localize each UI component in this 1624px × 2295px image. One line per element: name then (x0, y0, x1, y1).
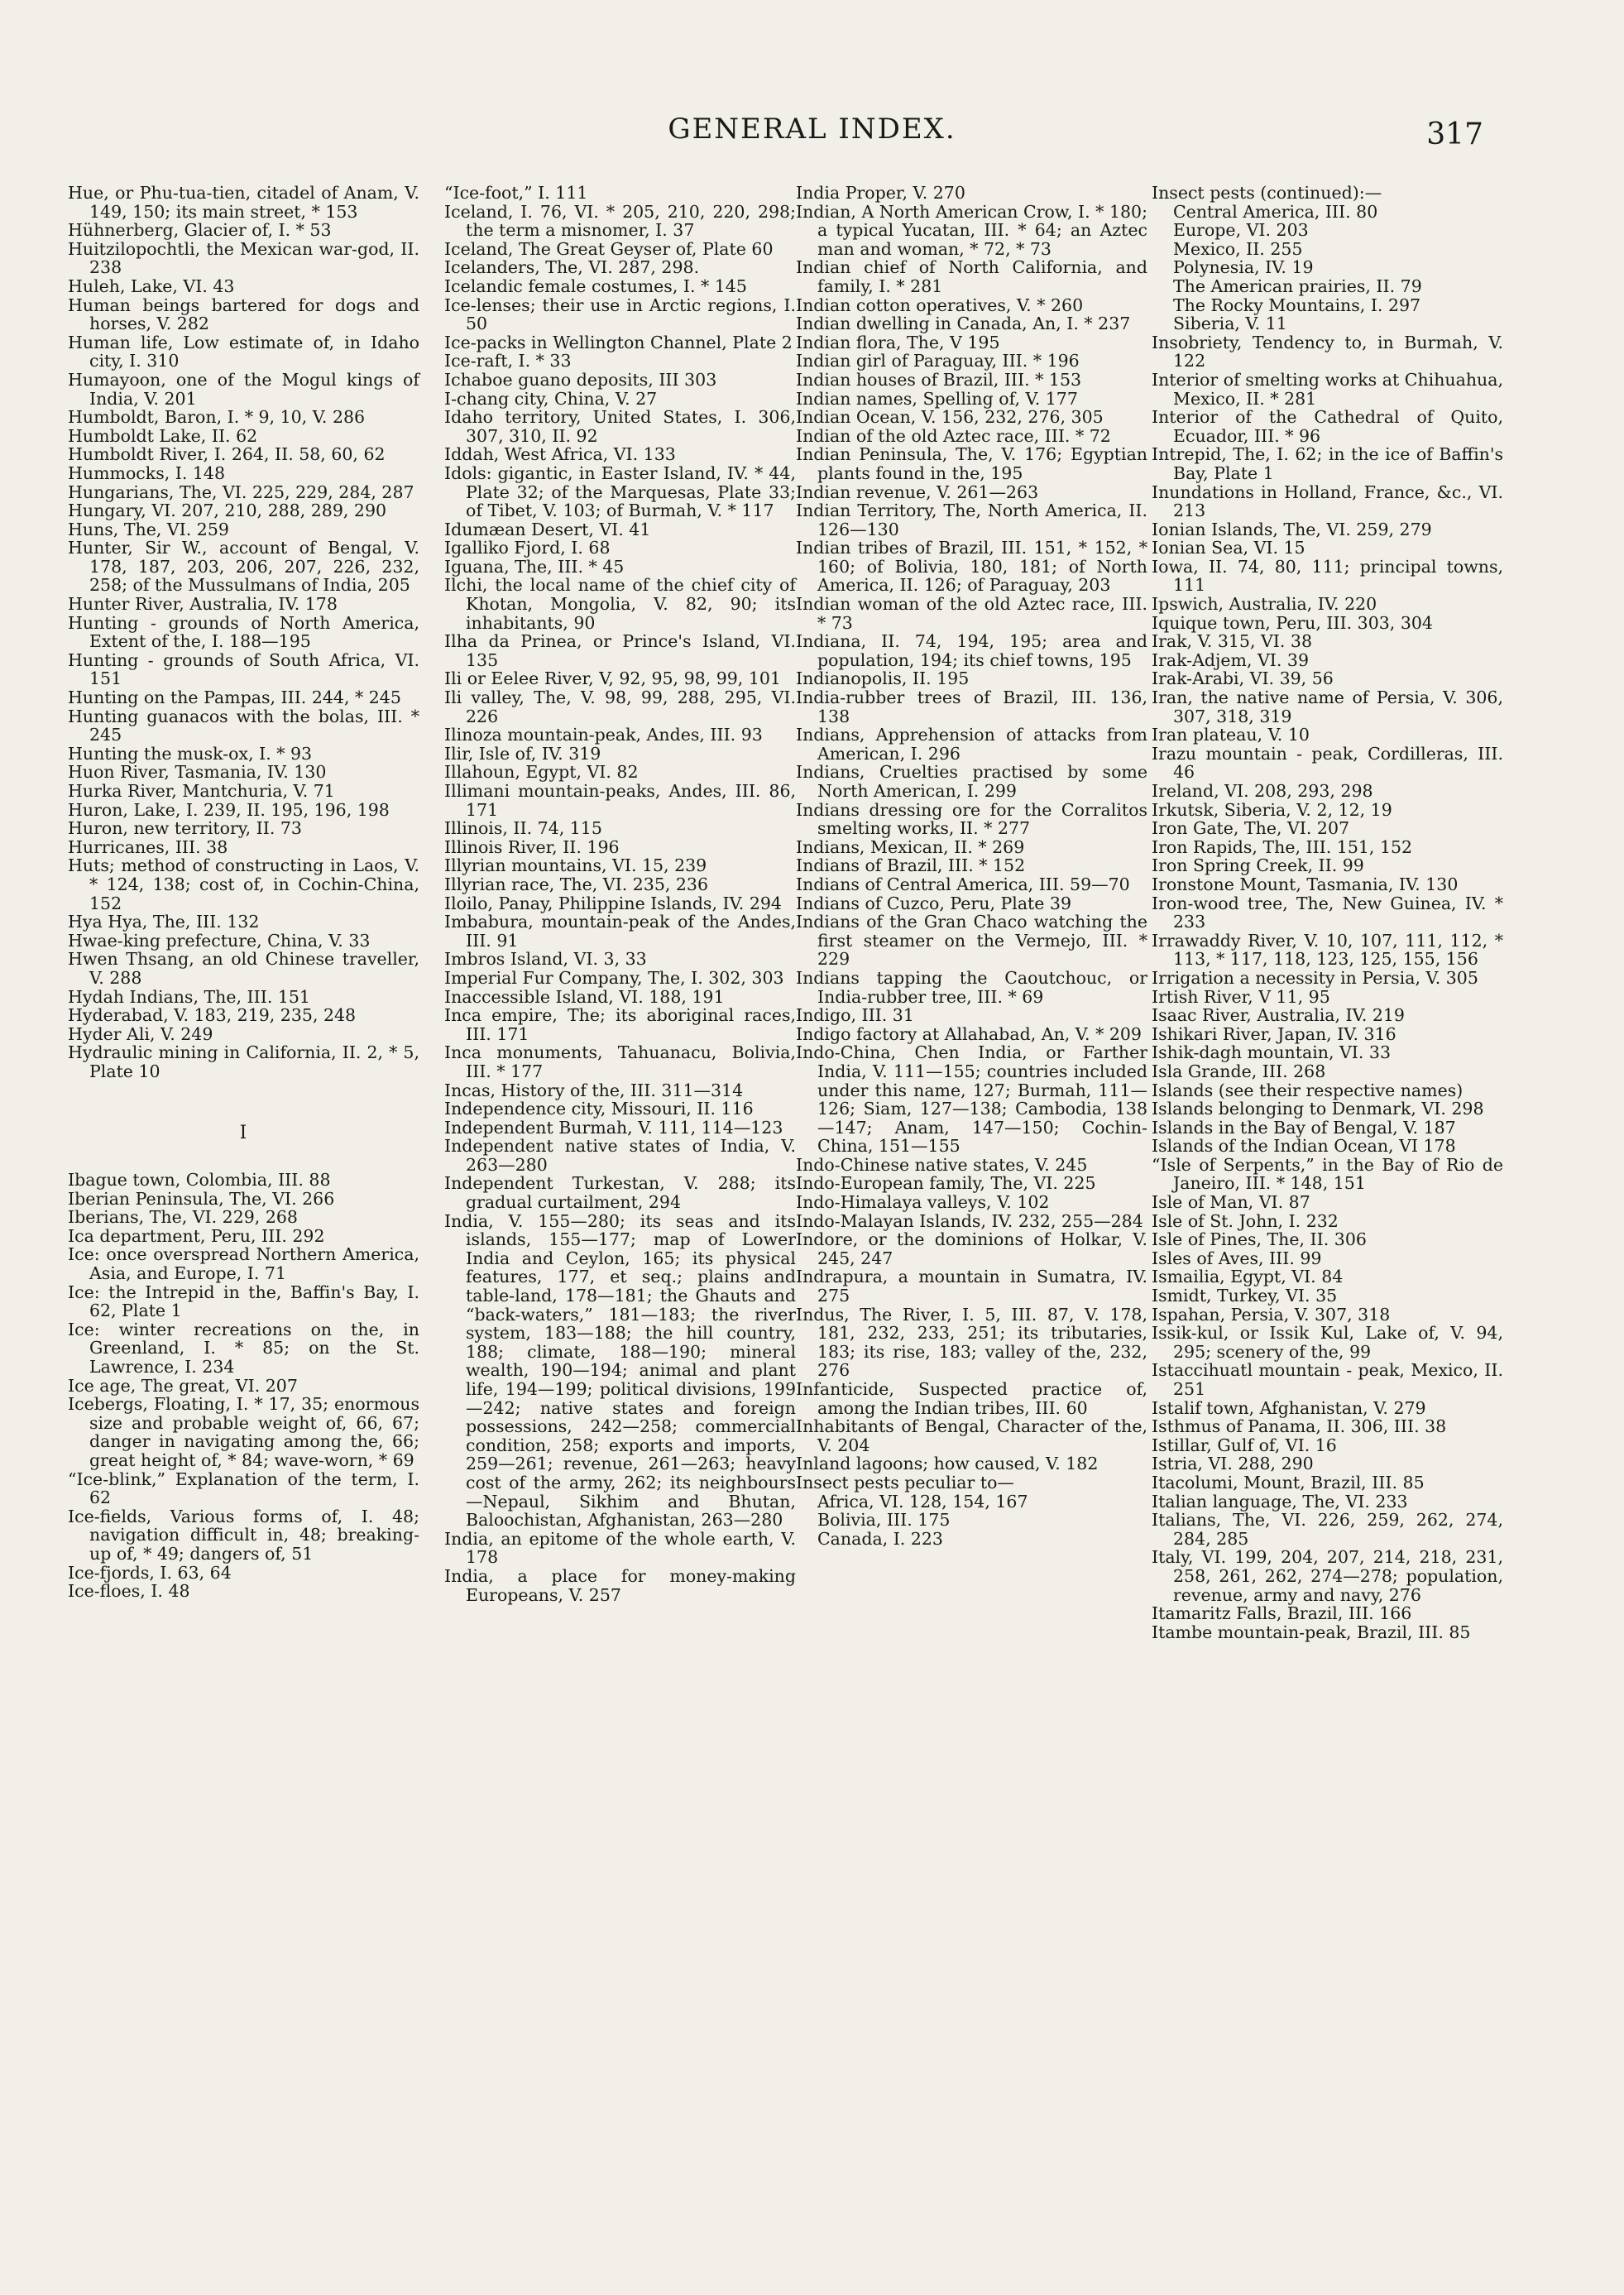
index-entry: Ionian Islands, The, VI. 259, 279 (1152, 519, 1432, 539)
index-entry: Istalif town, Afghanistan, V. 279 (1152, 1397, 1426, 1418)
index-entry: Intrepid, The, I. 62; in the ice of Baffin's Bay, Plate 1 (1152, 444, 1503, 483)
index-entry: Independent Burmah, V. 111, 114—123 (444, 1117, 783, 1138)
index-column-1 (68, 184, 419, 1601)
index-entry: Ibague town, Colombia, III. 88 (68, 1170, 331, 1191)
index-entry: Icebergs, Floating, I. * 17, 35; enormous size and probable weight of, 66, 67; danger in navigating among the, 66; great height of, * 84; wave-worn, * 69 (68, 1394, 419, 1470)
index-entry: Irkutsk, Siberia, V. 2, 12, 19 (1152, 799, 1392, 820)
index-entry: Indians of the Gran Chaco watching the first steamer on the Vermejo, III. * 229 (796, 912, 1147, 970)
index-entry: Inca monuments, Tahuanacu, Bolivia, III. * 177 (444, 1042, 796, 1081)
index-entry: Illimani mountain-peaks, Andes, III. 86, 171 (444, 781, 796, 820)
index-entry: Hunting - grounds of South Africa, VI. 151 (68, 649, 419, 689)
index-entry: Indo-European family, The, VI. 225 (796, 1173, 1096, 1194)
index-entry: Indians, Apprehension of attacks from American, I. 296 (796, 725, 1147, 764)
index-entry: Iloilo, Panay, Philippine Islands, IV. 294 (444, 893, 782, 913)
index-entry: Ice-fields, Various forms of, I. 48; navigation difficult in, 48; breaking-up of, * 49; dangers of, 51 (68, 1506, 419, 1564)
index-entry: Hurricanes, III. 38 (68, 836, 228, 857)
index-entry: Humboldt Lake, II. 62 (68, 425, 258, 446)
index-entry: Insect pests (continued):— (1152, 183, 1382, 203)
index-entry: Icelandic female costumes, I. * 145 (444, 275, 747, 296)
index-entry: Irrawaddy River, V. 10, 107, 111, 112, * 113, * 117, 118, 123, 125, 155, 156 (1152, 930, 1503, 970)
index-entry: I-chang city, China, V. 27 (444, 388, 658, 409)
index-entry: Istria, VI. 288, 290 (1152, 1454, 1314, 1474)
index-entry: Hungary, VI. 207, 210, 288, 289, 290 (68, 501, 387, 521)
index-subentry: Canada, I. 223 (817, 1528, 943, 1549)
index-entry: Indian girl of Paraguay, III. * 196 (796, 351, 1080, 371)
index-entry: Iceland, I. 76, VI. * 205, 210, 220, 298; the term a misnomer, I. 37 (444, 201, 796, 241)
index-entry: Ice-packs in Wellington Channel, Plate 2 (444, 332, 793, 352)
index-entry: Human beings bartered for dogs and horses, V. 282 (68, 295, 419, 334)
index-entry: Hunter, Sir W., account of Bengal, V. 178, 187, 203, 206, 207, 226, 232, 258; of the Mussulmans of India, 205 (68, 538, 419, 596)
index-entry: Inundations in Holland, France, &c., VI. 213 (1152, 482, 1503, 521)
index-entry: Indians of Central America, III. 59—70 (796, 874, 1130, 894)
index-entry: Italian language, The, VI. 233 (1152, 1491, 1408, 1512)
index-entry: Indian, A North American Crow, I. * 180; a typical Yucatan, III. * 64; an Aztec man and woman, * 72, * 73 (796, 201, 1147, 259)
index-entry: Irak-Adjem, VI. 39 (1152, 649, 1310, 670)
index-entry: Islands in the Bay of Bengal, V. 187 (1152, 1117, 1456, 1138)
index-entry: Hunting - grounds of North America, Extent of the, I. 188—195 (68, 612, 419, 652)
index-entry: Indus, The River, I. 5, III. 87, V. 178, 181, 232, 233, 251; its tributaries, 183; its rise, 183; valley of the, 232, 276 (796, 1304, 1147, 1381)
index-column-3 (796, 184, 1147, 1548)
index-entry: Islands belonging to Denmark, VI. 298 (1152, 1099, 1484, 1119)
index-entry: Insobriety, Tendency to, in Burmah, V. 122 (1152, 332, 1503, 371)
index-entry: Huon River, Tasmania, IV. 130 (68, 762, 327, 783)
index-entry: Indore, or the dominions of Holkar, V. 245, 247 (796, 1229, 1147, 1268)
index-entry: Indian tribes of Brazil, III. 151, * 152, * 160; of Bolivia, 180, 181; of North America, II. 126; of Paraguay, 203 (796, 538, 1147, 596)
index-entry: Ice-fjords, I. 63, 64 (68, 1562, 232, 1583)
index-entry: Indian Territory, The, North America, II. 126—130 (796, 501, 1147, 539)
index-entry: Indrapura, a mountain in Sumatra, IV. 275 (796, 1267, 1147, 1306)
index-entry: Humayoon, one of the Mogul kings of India, V. 201 (68, 369, 419, 409)
index-entry: Issik-kul, or Issik Kul, Lake of, V. 94, 295; scenery of the, 99 (1152, 1323, 1503, 1362)
index-entry: Huron, Lake, I. 239, II. 195, 196, 198 (68, 799, 390, 820)
index-entry: Imbabura, mountain-peak of the Andes, III. 91 (444, 912, 796, 951)
index-entry: Inhabitants of Bengal, Character of the, V. 204 (796, 1416, 1147, 1455)
index-entry: Huron, new territory, II. 73 (68, 818, 302, 839)
index-entry: Isaac River, Australia, IV. 219 (1152, 1005, 1405, 1026)
index-entry: India, V. 155—280; its seas and its islands, 155—177; map of Lower India and Ceylon, 165; its physical features, 177, et seq.; plains and table-land, 178—181; the Ghauts and “back-waters,” 181—183; the river system, 183—188; the hill country, 188; climate, 188—190; mineral wealth, 190—194; animal and plant life, 194—199; political divisions, 199—242; native states and foreign possessions, 242—258; commercial condition, 258; exports and imports, 259—261; revenue, 261—263; heavy cost of the army, 262; its neighbours—Nepaul, Sikhim and Bhutan, Baloochistan, Afghanistan, 263—280 (444, 1210, 796, 1531)
index-entry: Hunting the musk-ox, I. * 93 (68, 743, 313, 764)
index-subentry: The Rocky Mountains, I. 297 (1173, 295, 1421, 315)
index-entry: Irtish River, V 11, 95 (1152, 986, 1330, 1007)
index-entry: Indiana, II. 74, 194, 195; area and population, 194; its chief towns, 195 (796, 631, 1147, 670)
index-entry: Ice: once overspread Northern America, Asia, and Europe, I. 71 (68, 1244, 419, 1284)
index-entry: Indian dwelling in Canada, An, I. * 237 (796, 314, 1131, 334)
index-entry: Independent Turkestan, V. 288; its gradual curtailment, 294 (444, 1173, 796, 1213)
index-entry: Indians, Cruelties practised by some North American, I. 299 (796, 762, 1147, 801)
index-entry: Indian flora, The, V 195 (796, 332, 1000, 352)
index-entry: Indians of Brazil, III. * 152 (796, 855, 1026, 876)
page-number: 317 (1426, 117, 1483, 151)
index-entry: Indians dressing ore for the Corralitos smelting works, II. * 277 (796, 799, 1147, 839)
index-subentry: Siberia, V. 11 (1173, 314, 1287, 334)
index-entry: Idaho territory, United States, I. 306, 307, 310, II. 92 (444, 407, 796, 446)
index-entry: Irak, V. 315, VI. 38 (1152, 631, 1313, 652)
index-entry: Islands (see their respective names) (1152, 1080, 1464, 1100)
index-entry: “Isle of Serpents,” in the Bay of Rio de Janeiro, III. * 148, 151 (1152, 1154, 1503, 1194)
index-entry: Iguana, The, III. * 45 (444, 556, 625, 577)
index-entry: Indo-Malayan Islands, IV. 232, 255—284 (796, 1210, 1143, 1231)
index-entry: Iran plateau, V. 10 (1152, 725, 1310, 745)
index-entry: Ilha da Prinea, or Prince's Island, VI. 135 (444, 631, 796, 670)
index-entry: Indian revenue, V. 261—263 (796, 482, 1039, 502)
index-entry: Ireland, VI. 208, 293, 298 (1152, 781, 1373, 801)
index-entry: Istillar, Gulf of, VI. 16 (1152, 1435, 1337, 1455)
index-entry: Icelanders, The, VI. 287, 298. (444, 257, 700, 278)
index-entry: Indo-Chinese native states, V. 245 (796, 1154, 1088, 1175)
index-entry: Infanticide, Suspected practice of, among the Indian tribes, III. 60 (796, 1379, 1147, 1418)
index-entry: Ice-lenses; their use in Arctic regions, I. 50 (444, 295, 796, 334)
index-subentry: The American prairies, II. 79 (1173, 275, 1422, 296)
index-entry: Iron-wood tree, The, New Guinea, IV. * 233 (1152, 893, 1503, 932)
index-entry: Ilchi, the local name of the chief city of Khotan, Mongolia, V. 82, 90; its inhabitants, 90 (444, 575, 796, 633)
index-entry: Idumæan Desert, VI. 41 (444, 519, 651, 539)
index-entry: Indo-China, Chen India, or Farther India, V. 111—155; countries included under this name, 127; Burmah, 111—126; Siam, 127—138; Cambodia, 138—147; Anam, 147—150; Cochin-China, 151—155 (796, 1042, 1147, 1157)
index-entry: Indian cotton operatives, V. * 260 (796, 295, 1084, 315)
index-entry: India, an epitome of the whole earth, V. 178 (444, 1528, 796, 1568)
index-entry: Imbros Island, VI. 3, 33 (444, 949, 647, 970)
running-title: GENERAL INDEX. (668, 113, 956, 146)
index-entry: Indians tapping the Caoutchouc, or India-rubber tree, III. * 69 (796, 967, 1147, 1007)
index-entry: Independence city, Missouri, II. 116 (444, 1099, 754, 1119)
index-entry: Hunter River, Australia, IV. 178 (68, 594, 338, 615)
index-entry: Ica department, Peru, III. 292 (68, 1225, 325, 1246)
index-entry: Ispahan, Persia, V. 307, 318 (1152, 1304, 1391, 1325)
index-entry: Isthmus of Panama, II. 306, III. 38 (1152, 1416, 1447, 1437)
index-entry: Irrigation a necessity in Persia, V. 305 (1152, 967, 1478, 988)
index-entry: Illahoun, Egypt, VI. 82 (444, 762, 639, 783)
index-entry: Hwen Thsang, an old Chinese traveller, V. 288 (68, 949, 419, 988)
index-entry: Iddah, West Africa, VI. 133 (444, 444, 676, 465)
index-entry: Inaccessible Island, VI. 188, 191 (444, 986, 725, 1007)
index-entry: Hydah Indians, The, III. 151 (68, 986, 310, 1007)
index-entry: Huleh, Lake, VI. 43 (68, 275, 235, 296)
index-entry: Isle of St. John, I. 232 (1152, 1210, 1339, 1231)
index-entry: Indian Ocean, V. 156, 232, 276, 305 (796, 407, 1104, 428)
index-entry: Ilinoza mountain-peak, Andes, III. 93 (444, 725, 763, 745)
index-entry: Indianopolis, II. 195 (796, 668, 970, 689)
index-entry: Ili valley, The, V. 98, 99, 288, 295, VI. 226 (444, 688, 796, 726)
index-entry: Ili or Eelee River, V, 92, 95, 98, 99, 101 (444, 668, 781, 689)
index-entry: Iquique town, Peru, III. 303, 304 (1152, 612, 1433, 633)
index-entry: Inca empire, The; its aboriginal races, III. 171 (444, 1005, 796, 1044)
index-entry: Ironstone Mount, Tasmania, IV. 130 (1152, 874, 1459, 894)
index-column-4 (1152, 184, 1503, 1641)
index-entry: Imperial Fur Company, The, I. 302, 303 (444, 967, 784, 988)
index-entry: “Ice-foot,” I. 111 (444, 183, 588, 203)
index-entry: Idols: gigantic, in Easter Island, IV. * 44, Plate 32; of the Marquesas, Plate 33; of Tibet, V. 103; of Burmah, V. * 117 (444, 462, 796, 521)
index-entry: Interior of smelting works at Chihuahua, Mexico, II. * 281 (1152, 369, 1503, 409)
index-entry: Ilir, Isle of, IV. 319 (444, 743, 601, 764)
index-entry: Indians, Mexican, II. * 269 (796, 836, 1025, 857)
index-entry: Itamaritz Falls, Brazil, III. 166 (1152, 1603, 1412, 1624)
index-subentry: Europe, VI. 203 (1173, 220, 1309, 241)
index-entry: Iron Spring Creek, II. 99 (1152, 855, 1364, 876)
index-entry: Ice-raft, I. * 33 (444, 351, 572, 371)
index-entry: Indian Peninsula, The, V. 176; Egyptian plants found in the, 195 (796, 444, 1147, 483)
index-entry: “Ice-blink,” Explanation of the term, I. 62 (68, 1469, 419, 1508)
index-entry: Italy, VI. 199, 204, 207, 214, 218, 231, 258, 261, 262, 274—278; population, revenue, army and navy, 276 (1152, 1547, 1503, 1605)
index-entry: Incas, History of the, III. 311—314 (444, 1080, 744, 1100)
index-entry: Huts; method of constructing in Laos, V. * 124, 138; cost of, in Cochin-China, 152 (68, 855, 419, 913)
index-entry: Hwae-king prefecture, China, V. 33 (68, 930, 371, 951)
index-entry: Hue, or Phu-tua-tien, citadel of Anam, V. 149, 150; its main street, * 153 (68, 183, 419, 222)
index-entry: Ice: winter recreations on the, in Greenland, I. * 85; on the St. Lawrence, I. 234 (68, 1319, 419, 1377)
index-entry: Iceland, The Great Geyser of, Plate 60 (444, 238, 774, 259)
index-entry: Ice-floes, I. 48 (68, 1581, 190, 1602)
index-subentry: Central America, III. 80 (1173, 201, 1378, 222)
page-header (0, 106, 1624, 172)
index-entry: Illyrian mountains, VI. 15, 239 (444, 855, 707, 876)
index-entry: India Proper, V. 270 (796, 183, 965, 203)
index-entry: Ichaboe guano deposits, III 303 (444, 369, 717, 390)
index-entry: Ionian Sea, VI. 15 (1152, 538, 1305, 558)
index-subentry: Polynesia, IV. 19 (1173, 257, 1314, 278)
index-column-2 (444, 184, 796, 1604)
index-entry: Irazu mountain - peak, Cordilleras, III. 46 (1152, 743, 1503, 783)
index-entry: Ismidt, Turkey, VI. 35 (1152, 1286, 1338, 1306)
index-entry: Itacolumi, Mount, Brazil, III. 85 (1152, 1472, 1425, 1492)
index-entry: Hyderabad, V. 183, 219, 235, 248 (68, 1005, 357, 1026)
index-entry: Isle of Pines, The, II. 306 (1152, 1229, 1367, 1250)
index-entry: Huitzilopochtli, the Mexican war-god, II. 238 (68, 238, 419, 278)
index-entry: Itambe mountain-peak, Brazil, III. 85 (1152, 1622, 1471, 1642)
index-entry: Islands of the Indian Ocean, VI 178 (1152, 1136, 1456, 1157)
index-entry: Iron Rapids, The, III. 151, 152 (1152, 836, 1413, 857)
index-entry: Ishikari River, Japan, IV. 316 (1152, 1023, 1396, 1044)
index-entry: Hummocks, I. 148 (68, 462, 226, 483)
index-entry: Indo-Himalaya valleys, V. 102 (796, 1192, 1050, 1213)
index-entry: Isle of Man, VI. 87 (1152, 1192, 1310, 1213)
index-entry: Ice age, The great, VI. 207 (68, 1375, 298, 1396)
index-entry: Indian names, Spelling of, V. 177 (796, 388, 1078, 409)
index-entry: Independent native states of India, V. 263—280 (444, 1136, 796, 1175)
index-entry: Ipswich, Australia, IV. 220 (1152, 594, 1377, 615)
index-entry: Irak-Arabi, VI. 39, 56 (1152, 668, 1334, 689)
index-entry: Indian chief of North California, and family, I. * 281 (796, 257, 1147, 296)
index-entry: Iberian Peninsula, The, VI. 266 (68, 1188, 335, 1209)
index-entry: Igalliko Fjord, I. 68 (444, 538, 611, 558)
index-entry: Illinois, II. 74, 115 (444, 818, 602, 839)
index-entry: Hungarians, The, VI. 225, 229, 284, 287 (68, 482, 414, 502)
index-entry: Insect pests peculiar to— (796, 1472, 1014, 1492)
index-entry: Illyrian race, The, VI. 235, 236 (444, 874, 709, 894)
index-entry: Indian woman of the old Aztec race, III. * 73 (796, 594, 1147, 633)
index-entry: Ice: the Intrepid in the, Baffin's Bay, I. 62, Plate 1 (68, 1282, 419, 1321)
index-subentry: Africa, VI. 128, 154, 167 (817, 1491, 1028, 1512)
index-entry: India-rubber trees of Brazil, III. 136, 138 (796, 688, 1147, 726)
index-entry: Hühnerberg, Glacier of, I. * 53 (68, 220, 332, 241)
index-entry: Humboldt, Baron, I. * 9, 10, V. 286 (68, 407, 366, 428)
index-entry: Iberians, The, VI. 229, 268 (68, 1207, 298, 1228)
index-entry: Indian of the old Aztec race, III. * 72 (796, 425, 1111, 446)
index-entry: Hya Hya, The, III. 132 (68, 912, 260, 932)
index-entry: Illinois River, II. 196 (444, 836, 620, 857)
index-entry: Isles of Aves, III. 99 (1152, 1248, 1322, 1268)
index-entry: Iowa, II. 74, 80, 111; principal towns, 111 (1152, 556, 1503, 596)
index-entry: Iron Gate, The, VI. 207 (1152, 818, 1350, 839)
index-entry: Iran, the native name of Persia, V. 306, 307, 318, 319 (1152, 688, 1503, 726)
index-entry: Ismailia, Egypt, VI. 84 (1152, 1267, 1344, 1287)
index-entry: Indians of Cuzco, Peru, Plate 39 (796, 893, 1072, 913)
index-entry: Hyder Ali, V. 249 (68, 1023, 213, 1044)
index-entry: Inland lagoons; how caused, V. 182 (796, 1454, 1099, 1474)
index-entry: Hunting guanacos with the bolas, III. * 245 (68, 706, 419, 745)
index-entry: Human life, Low estimate of, in Idaho city, I. 310 (68, 332, 419, 371)
index-columns (68, 184, 1557, 2235)
index-entry: Huns, The, VI. 259 (68, 519, 229, 539)
index-entry: Istaccihuatl mountain - peak, Mexico, II. 251 (1152, 1360, 1503, 1399)
index-entry: Hydraulic mining in California, II. 2, * 5, Plate 10 (68, 1042, 419, 1081)
index-entry: Interior of the Cathedral of Quito, Ecuador, III. * 96 (1152, 407, 1503, 446)
index-entry: Indian houses of Brazil, III. * 153 (796, 369, 1082, 390)
index-entry: Ishik-dagh mountain, VI. 33 (1152, 1042, 1392, 1063)
index-subentry: Mexico, II. 255 (1173, 238, 1303, 259)
index-entry: Hunting on the Pampas, III. 244, * 245 (68, 688, 401, 708)
index-entry: Hurka River, Mantchuria, V. 71 (68, 781, 335, 801)
index-subentry: Bolivia, III. 175 (817, 1510, 951, 1531)
index-entry: Indigo factory at Allahabad, An, V. * 209 (796, 1023, 1142, 1044)
index-entry: Indigo, III. 31 (796, 1005, 914, 1026)
index-entry: Italians, The, VI. 226, 259, 262, 274, 284, 285 (1152, 1510, 1503, 1549)
index-entry: India, a place for money-making Europeans, V. 257 (444, 1565, 796, 1605)
index-entry: Humboldt River, I. 264, II. 58, 60, 62 (68, 444, 386, 465)
index-entry: Isla Grande, III. 268 (1152, 1061, 1326, 1081)
section-letter: I (239, 1122, 248, 1143)
